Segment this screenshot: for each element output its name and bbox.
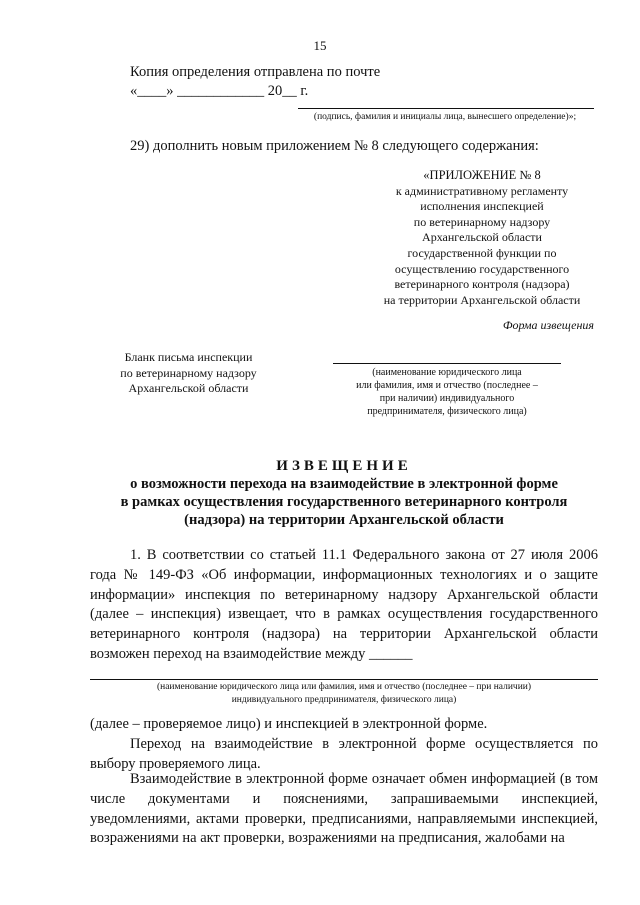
notice-heading: [90, 457, 598, 529]
appendix-line: Архангельской области: [422, 230, 542, 245]
recipient-caption-line: предпринимателя, физического лица): [367, 406, 527, 417]
body-paragraph-2: (далее – проверяемое лицо) и инспекцией в электронной форме.: [90, 716, 488, 732]
appendix-line: ветеринарного контроля (надзора): [394, 277, 570, 292]
entity-caption-line: индивидуального предпринимателя, физического лица): [231, 695, 457, 705]
appendix-line: осуществлению государственного: [394, 261, 570, 276]
copy-sent-line: Копия определения отправлена по почте: [130, 64, 381, 80]
appendix-header: [372, 168, 592, 308]
entity-caption-line: (наименование юридического лица или фамилия, имя и отчество (последнее – при наличии): [156, 682, 532, 692]
blank-line: Бланк письма инспекции: [124, 350, 253, 364]
notice-subtitle-line: о возможности перехода на взаимодействие в электронной форме: [130, 476, 558, 492]
item-29: 29) дополнить новым приложением № 8 следующего содержания:: [130, 138, 539, 154]
entity-name-line: [90, 679, 598, 680]
body-paragraph-1: 1. В соответствии со статьей 11.1 Федерального закона от 27 июля 2006 года № 149-ФЗ «Об информации, информационных технологиях и о защите информации» инспекция по ветеринарному надзору Архангельской области (далее – инспекция) извещает, что в рамках осуществления государственного ветеринарного контроля (надзора) на территории Архангельской области возможен переход на взаимодействие между ______: [90, 547, 598, 662]
appendix-line: исполнения инспекцией: [420, 199, 544, 214]
appendix-line: на территории Архангельской области: [383, 292, 581, 307]
signature-line: [298, 108, 594, 109]
notice-subtitle-line: в рамках осуществления государственного ветеринарного контроля: [120, 494, 568, 510]
notice-subtitle-line: (надзора) на территории Архангельской области: [184, 512, 504, 528]
recipient-caption-line: при наличии) индивидуального: [379, 393, 515, 404]
page-number: 15: [313, 38, 327, 53]
blank-line: по ветеринарному надзору: [120, 365, 257, 380]
body-paragraph-4: Взаимодействие в электронной форме означает обмен информацией (в том числе документами и пояснениями, запрашиваемыми инспекцией, уведомлениями, актами проверки, предписаниями, направляемыми инспекцией, возражениями на акт проверки, возражениями на предписания, жалобами на: [90, 771, 598, 847]
signature-caption: (подпись, фамилия и инициалы лица, вынесшего определение)»;: [313, 112, 577, 122]
entity-name-caption: [90, 681, 598, 707]
recipient-caption-line: или фамилия, имя и отчество (последнее –: [356, 380, 538, 391]
appendix-line: к административному регламенту: [395, 183, 569, 198]
body-paragraph-3: Переход на взаимодействие в электронной форме осуществляется по выбору проверяемого лица.: [90, 736, 598, 772]
recipient-caption-line: (наименование юридического лица: [372, 367, 522, 378]
recipient-line: [333, 363, 561, 364]
appendix-line: «ПРИЛОЖЕНИЕ № 8: [423, 168, 541, 182]
blank-line: Архангельской области: [128, 381, 249, 395]
appendix-line: по ветеринарному надзору: [413, 214, 551, 229]
form-title: Форма извещения: [502, 318, 594, 332]
copy-sent-date: «____» ____________ 20__ г.: [130, 83, 309, 99]
recipient-caption: [333, 366, 561, 418]
notice-title: ИЗВЕЩЕНИЕ: [276, 458, 412, 474]
inspection-letterhead-blank: [96, 350, 281, 397]
appendix-line: государственной функции по: [407, 245, 557, 260]
